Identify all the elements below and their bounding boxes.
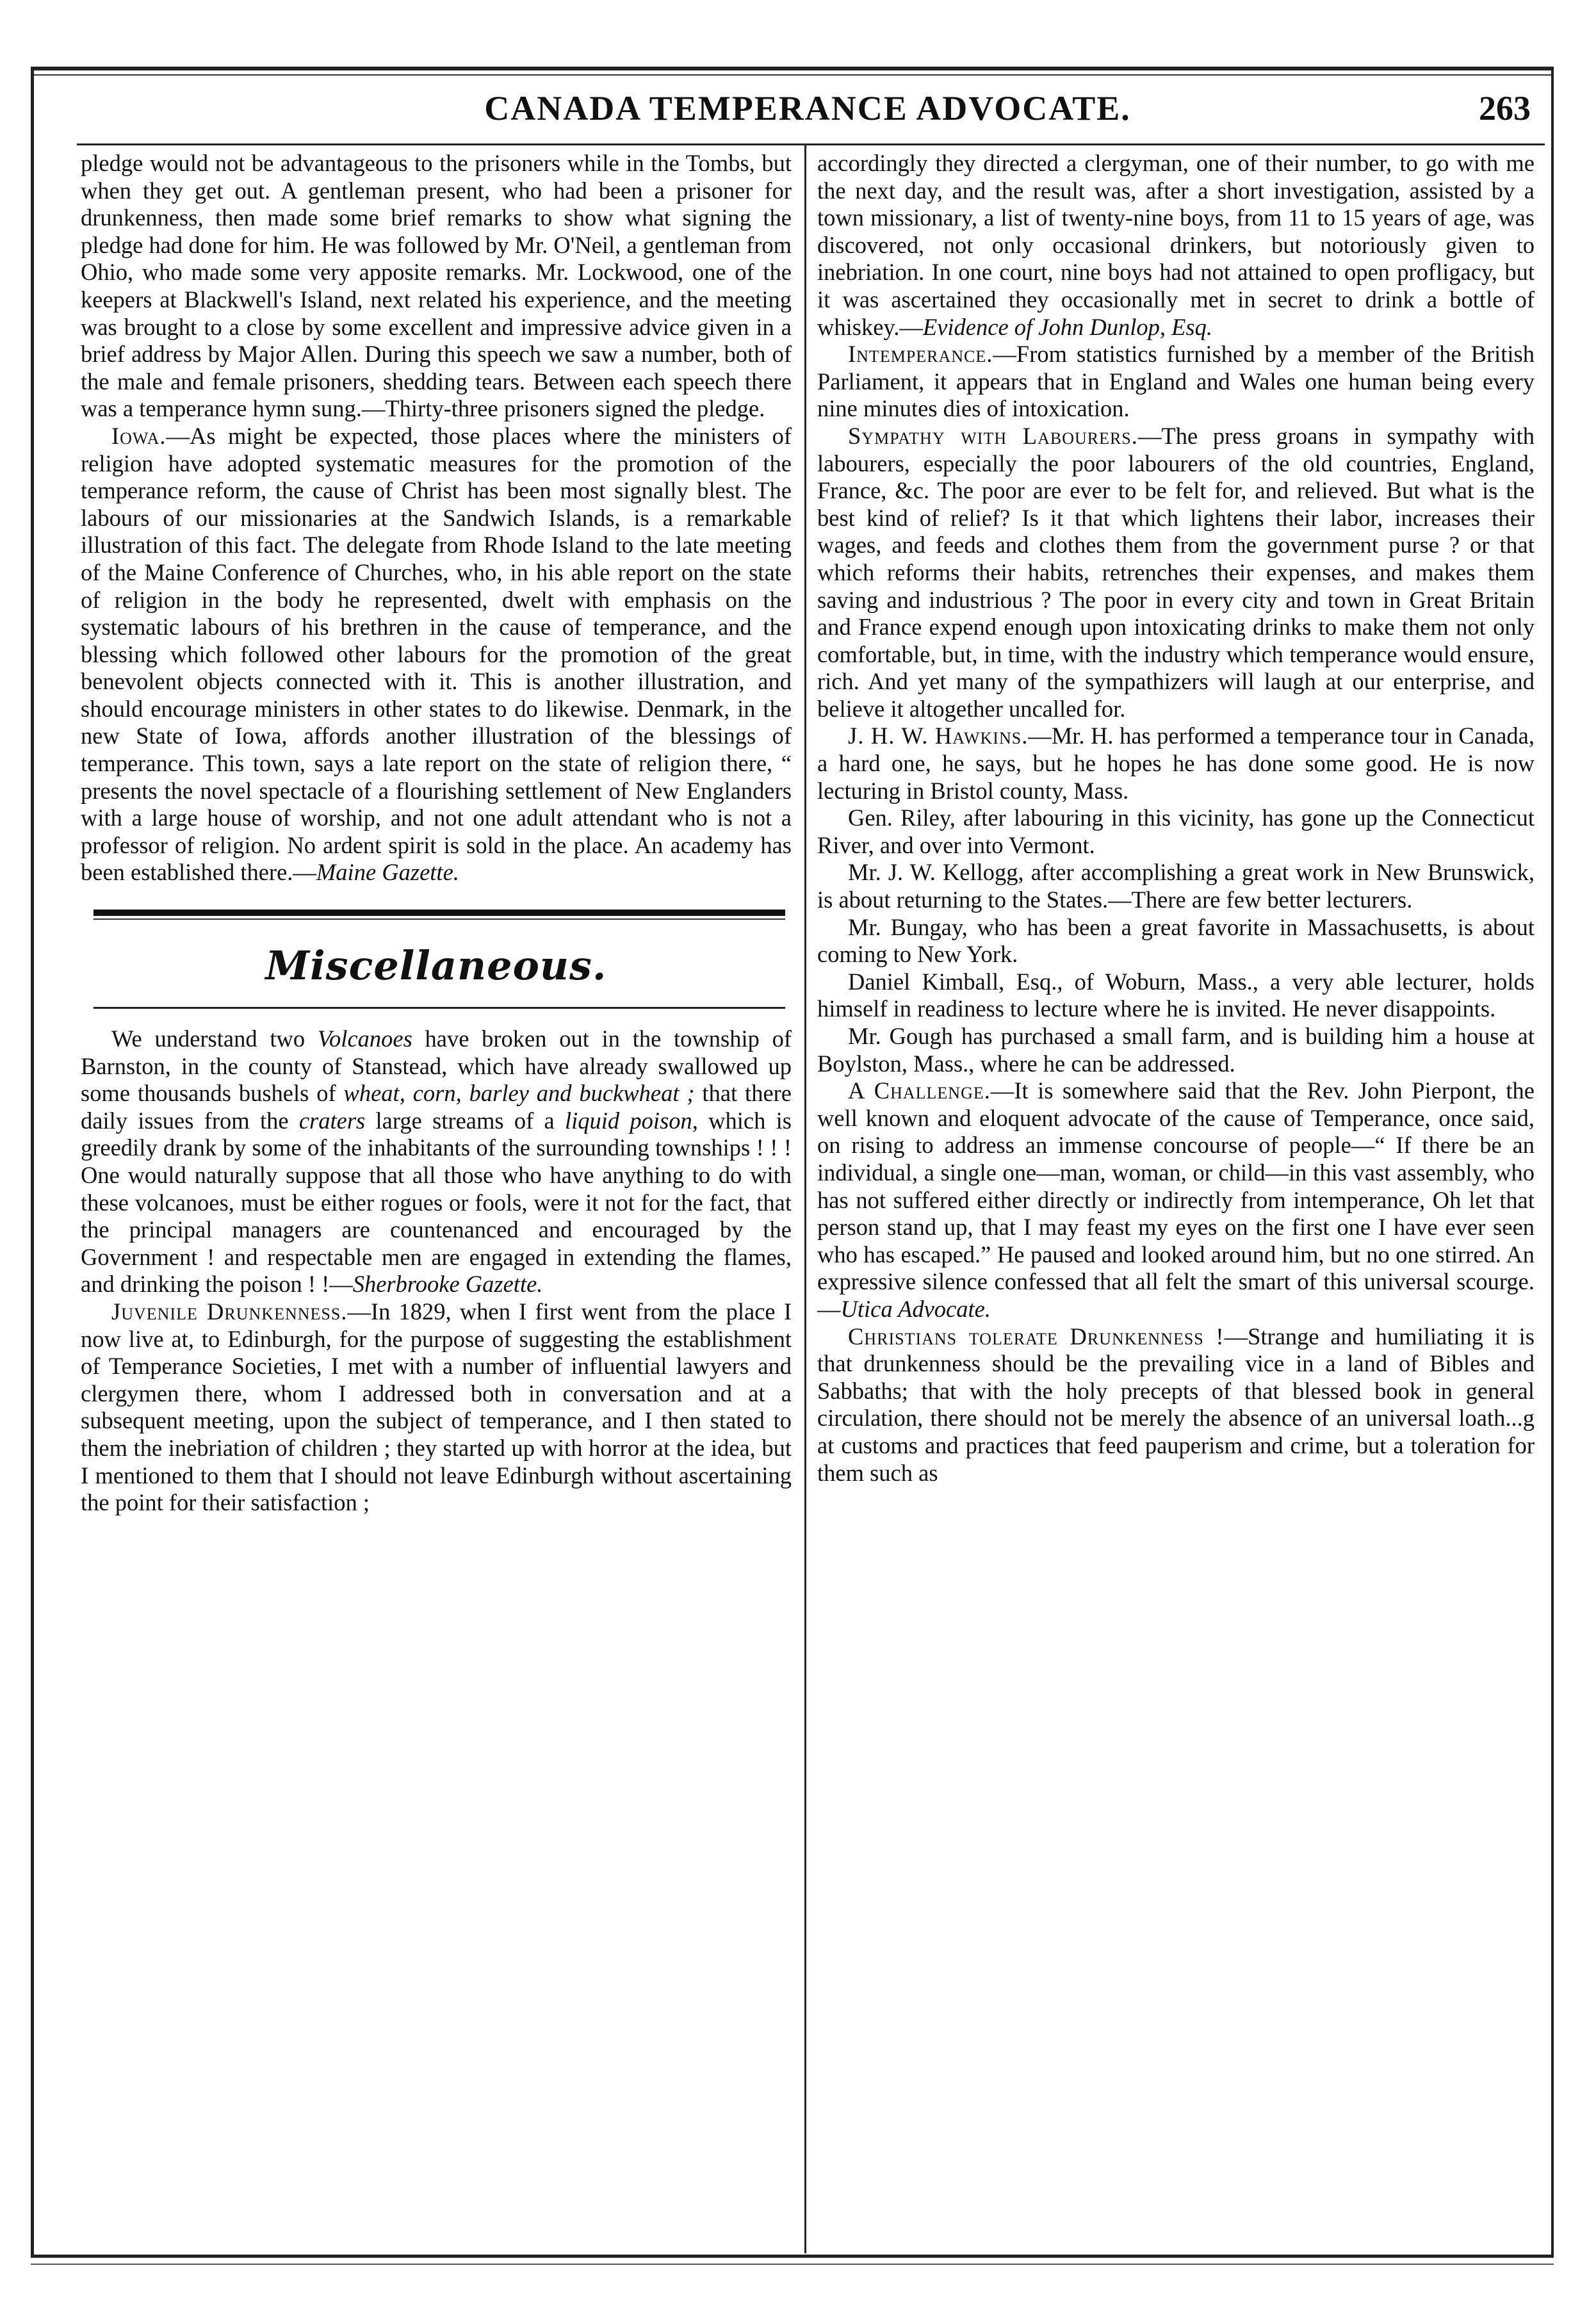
right-column — [817, 150, 1535, 1487]
left-column — [81, 150, 792, 1517]
section-divider-under — [94, 1007, 785, 1009]
article-paragraph: J. H. W. Hawkins.—Mr. H. has performed a temperance tour in Canada, a hard one, he says, but he hopes he has done some good. He is now lecturing in Bristol county, Mass. — [817, 722, 1535, 804]
article-source: Utica Advocate. — [840, 1295, 991, 1322]
article-paragraph: Mr. Gough has purchased a small farm, and is building him a house at Boylston, Mass., where he can be addressed. — [817, 1023, 1535, 1077]
top-border-rule — [32, 67, 1551, 70]
article-paragraph: Christians tolerate Drunkenness !—Strange and humiliating it is that drunkenness should be the prevailing vice in a land of Bibles and Sabbaths; that with the holy precepts of that blessed book in general circulation, there should not be merely the absence of an universal loath...g at customs and practices that feed pauperism and crime, but a toleration for them such as — [817, 1323, 1535, 1486]
section-heading: Miscellaneous. — [265, 942, 607, 990]
header-rule — [77, 143, 1545, 145]
article-lead: Iowa. — [111, 422, 167, 449]
article-paragraph: Gen. Riley, after labouring in this vicinity, has gone up the Connecticut River, and over into Vermont. — [817, 804, 1535, 858]
article-paragraph: We understand two Volcanoes have broken out in the township of Barnston, in the county of Stanstead, which have already swallowed up some thousands bushels of wheat, corn, barley and buckwheat ; that there daily issues from the craters large streams of a liquid poison, which is greedily drank by some of the inhabitants of the surrounding townships ! ! ! One would naturally suppose that all those who have anything to do with these volcanoes, must be either rogues or fools, were it not for the fact, that the principal managers are countenanced and encouraged by the Government ! and respectable men are engaged in extending the flames, and drinking the poison ! !—Sherbrooke Gazette. — [81, 1025, 792, 1298]
article-paragraph: Sympathy with Labourers.—The press groans in sympathy with labourers, especially the poor labourers of the old countries, England, France, &c. The poor are ever to be felt for, and relieved. But what is the best kind of relief? Is it that which lightens their labor, increases their wages, and feeds and clothes them from the government purse ? or that which reforms their habits, retrenches their expenses, and makes them saving and industrious ? The poor in every city and town in Great Britain and France expend enough upon intoxicating drinks to make them not only comfortable, but, in time, with the industry which temperance would ensure, rich. And yet many of the sympathizers will laugh at our enterprise, and believe it altogether uncalled for. — [817, 422, 1535, 722]
article-lead: Juvenile Drunkenness. — [111, 1298, 348, 1325]
article-source: Evidence of John Dunlop, Esq. — [922, 313, 1213, 340]
article-lead: Intemperance. — [848, 341, 993, 368]
article-paragraph: Daniel Kimball, Esq., of Woburn, Mass., a very able lecturer, holds himself in readiness to lecture where he is invited. He never disappoints. — [817, 968, 1535, 1022]
top-border-rule-thin — [32, 74, 1551, 76]
left-border-rule — [31, 67, 34, 2257]
article-paragraph: Intemperance.—From statistics furnished by a member of the British Parliament, it appears that in England and Wales one human being every nine minutes dies of intoxication. — [817, 341, 1535, 422]
article-lead: J. H. W. Hawkins. — [848, 722, 1029, 749]
article-paragraph: Juvenile Drunkenness.—In 1829, when I first went from the place I now live at, to Edinburgh, for the purpose of suggesting the establishment of Temperance Societies, I met with a number of influential lawyers and clergymen there, whom I addressed both in conversation and at a subsequent meeting, upon the subject of temperance, and I then stated to them the inebriation of children ; they started up with horror at the idea, but I mentioned to them that I should not leave Edinburgh without ascertaining the point for their satisfaction ; — [81, 1298, 792, 1516]
masthead-title: CANADA TEMPERANCE ADVOCATE. — [484, 89, 1131, 127]
bottom-border-rule-thin — [31, 2264, 1554, 2265]
article-paragraph: accordingly they directed a clergyman, one of their number, to go with me the next day, and the result was, after a short investigation, assisted by a town missionary, a list of twenty-nine boys, from 11 to 15 years of age, was discovered, not only occasional drinkers, but notoriously given to inebriation. In one court, nine boys had not attained to open profligacy, but it was ascertained they occasionally met in secret to drink a bottle of whiskey.—Evidence of John Dunlop, Esq. — [817, 150, 1535, 340]
article-paragraph: A Challenge.—It is somewhere said that the Rev. John Pierpont, the well known and eloquent advocate of the cause of Temperance, once said, on rising to address an immense concourse of people—“ If there be an individual, a single one—man, woman, or child—in this vast assembly, who has not suffered either directly or indirectly from intemperance, Oh let that person stand up, that I may feast my eyes on the first one I have ever seen who has escaped.” He paused and looked around him, but no one stirred. An expressive silence confessed that all felt the smart of this universal scourge.—Utica Advocate. — [817, 1077, 1535, 1322]
page-header — [77, 88, 1538, 152]
article-lead: Sympathy with Labourers. — [848, 422, 1138, 449]
section-divider-thin — [94, 918, 785, 920]
right-border-rule — [1551, 67, 1554, 2257]
page-number: 263 — [1479, 89, 1531, 127]
article-lead: Christians tolerate Drunkenness ! — [848, 1323, 1225, 1350]
section-divider-thick — [94, 910, 785, 916]
bottom-border-rule — [31, 2255, 1554, 2258]
article-source: Maine Gazette. — [316, 859, 459, 886]
column-divider — [804, 145, 806, 2253]
article-lead: A Challenge. — [848, 1077, 991, 1104]
article-source: Sherbrooke Gazette. — [352, 1271, 543, 1298]
article-paragraph: Mr. J. W. Kellogg, after accomplishing a great work in New Brunswick, is about returning to the States.—There are few better lecturers. — [817, 859, 1535, 913]
article-paragraph: Iowa.—As might be expected, those places where the ministers of religion have adopted systematic measures for the promotion of the temperance reform, the cause of Christ has been most signally blest. The labours of our missionaries at the Sandwich Islands, is a remarkable illustration of this fact. The delegate from Rhode Island to the late meeting of the Maine Conference of Churches, who, in his able report on the state of religion in the body he represented, dwelt with emphasis on the systematic labours of his brethren in the cause of temperance, and the blessing which followed other labours for the promotion of the great benevolent objects connected with it. This is another illustration, and should encourage ministers in other states to do likewise. Denmark, in the new State of Iowa, affords another illustration of the blessings of temperance. This town, says a late report on the state of religion there, “ presents the novel spectacle of a flourishing settlement of New Englanders with a large house of worship, and not one adult attendant who is not a professor of religion. No ardent spirit is sold in the place. An academy has been established there.—Maine Gazette. — [81, 422, 792, 886]
article-paragraph: Mr. Bungay, who has been a great favorite in Massachusetts, is about coming to New York. — [817, 913, 1535, 968]
article-paragraph: pledge would not be advantageous to the prisoners while in the Tombs, but when they get out. A gentleman present, who had been a prisoner for drunkenness, then made some brief remarks to show what signing the pledge had done for him. He was followed by Mr. O'Neil, a gentleman from Ohio, who made some very apposite remarks. Mr. Lockwood, one of the keepers at Blackwell's Island, next related his experience, and the meeting was brought to a close by some excellent and impressive advice given in a brief address by Major Allen. During this speech we saw a number, both of the male and female prisoners, shedding tears. Between each speech there was a temperance hymn sung.—Thirty-three prisoners signed the pledge. — [81, 150, 792, 422]
